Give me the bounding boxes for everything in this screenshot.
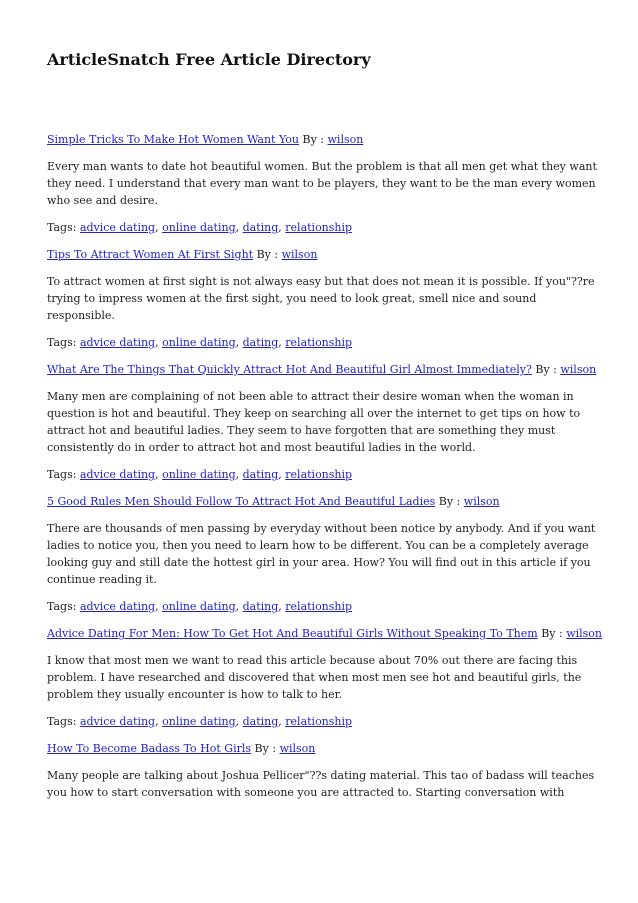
article-entry: [47, 493, 602, 615]
by-label: By :: [302, 133, 325, 146]
tag-link[interactable]: advice dating: [79, 221, 156, 234]
article-summary: Many people are talking about Joshua Pellicer"??s dating material. This tao of badass will teaches you how to start conversation with someone you are attracted to. Starting conversation with: [47, 769, 595, 799]
tags-line: [47, 219, 602, 236]
by-label: By :: [254, 742, 277, 755]
article-summary: To attract women at first sight is not always easy but that does not mean it is possible. If you"??re trying to impress women at the first sight, you need to look great, smell nice and sound responsible.: [47, 275, 595, 322]
tags-line: [47, 713, 602, 730]
tags-label: Tags:: [47, 468, 77, 481]
article-summary: Many men are complaining of not been able to attract their desire woman when the woman in question is hot and beautiful. They keep on searching all over the internet to get tips on how to attract hot and beautiful ladies. They seem to have forgotten that are something they must consistently do in order to attract hot and most beautiful ladies in the world.: [47, 390, 581, 454]
tags-line: [47, 466, 602, 483]
by-label: By :: [535, 363, 557, 376]
author-link[interactable]: wilson: [463, 495, 500, 508]
article-title-link[interactable]: How To Become Badass To Hot Girls: [47, 742, 252, 755]
tag-separator: ,: [235, 600, 240, 613]
tag-link[interactable]: dating: [242, 468, 279, 481]
site-title: ArticleSnatch Free Article Directory: [47, 50, 371, 69]
tag-link[interactable]: online dating: [162, 336, 236, 349]
tag-separator: ,: [235, 221, 240, 234]
tag-link[interactable]: dating: [242, 715, 279, 728]
tag-separator: ,: [235, 468, 240, 481]
article-title-line: [47, 131, 602, 148]
tags-label: Tags:: [47, 715, 77, 728]
article-title-link[interactable]: 5 Good Rules Men Should Follow To Attract Hot And Beautiful Ladies: [47, 495, 436, 508]
tag-separator: ,: [278, 600, 282, 613]
tag-separator: ,: [278, 221, 282, 234]
article-entry: [47, 131, 602, 236]
tag-link[interactable]: advice dating: [79, 715, 156, 728]
article-title-line: [47, 740, 602, 757]
article-title-link[interactable]: Simple Tricks To Make Hot Women Want You: [47, 133, 299, 146]
article-title-line: [47, 493, 602, 510]
tags-label: Tags:: [47, 336, 77, 349]
tag-separator: ,: [155, 336, 159, 349]
article-entry: [47, 246, 602, 351]
tag-link[interactable]: advice dating: [79, 468, 156, 481]
tag-link[interactable]: relationship: [285, 336, 353, 349]
article-list: [47, 131, 602, 811]
article-entry: [47, 625, 602, 730]
tag-link[interactable]: relationship: [285, 600, 353, 613]
tags-label: Tags:: [47, 221, 77, 234]
tag-separator: ,: [278, 336, 282, 349]
tag-separator: ,: [235, 336, 240, 349]
tags-line: [47, 598, 602, 615]
tag-link[interactable]: advice dating: [79, 600, 156, 613]
article-title-link[interactable]: Advice Dating For Men: How To Get Hot And Beautiful Girls Without Speaking To Them: [47, 627, 538, 640]
tag-link[interactable]: online dating: [162, 600, 236, 613]
article-title-link[interactable]: What Are The Things That Quickly Attract Hot And Beautiful Girl Almost Immediately?: [47, 363, 532, 376]
tag-link[interactable]: relationship: [285, 715, 353, 728]
author-link[interactable]: wilson: [281, 248, 318, 261]
article-summary: Every man wants to date hot beautiful women. But the problem is that all men get what they want they need. I understand that every man want to be players, they want to be the man every women who see and desire.: [47, 160, 597, 207]
tags-line: [47, 334, 602, 351]
by-label: By :: [256, 248, 279, 261]
article-summary: There are thousands of men passing by everyday without been notice by anybody. And if you want ladies to notice you, then you need to learn how to be different. You can be a completely average looking guy and still date the hottest girl in your area. How? You will find out in this article if you continue reading it.: [47, 522, 596, 586]
author-link[interactable]: wilson: [566, 627, 603, 640]
tag-separator: ,: [278, 715, 282, 728]
tag-link[interactable]: online dating: [162, 715, 236, 728]
by-label: By :: [541, 627, 563, 640]
tag-separator: ,: [155, 600, 159, 613]
tag-link[interactable]: relationship: [285, 221, 353, 234]
author-link[interactable]: wilson: [560, 363, 597, 376]
author-link[interactable]: wilson: [279, 742, 316, 755]
tag-separator: ,: [278, 468, 282, 481]
tag-link[interactable]: online dating: [162, 221, 236, 234]
tags-label: Tags:: [47, 600, 77, 613]
tag-link[interactable]: dating: [242, 221, 279, 234]
article-entry: [47, 740, 602, 801]
tag-link[interactable]: advice dating: [79, 336, 156, 349]
tag-link[interactable]: dating: [242, 336, 279, 349]
author-link[interactable]: wilson: [327, 133, 364, 146]
tag-link[interactable]: online dating: [162, 468, 236, 481]
tag-link[interactable]: dating: [242, 600, 279, 613]
article-entry: [47, 361, 602, 483]
tag-link[interactable]: relationship: [285, 468, 353, 481]
article-summary: I know that most men we want to read this article because about 70% out there are facing this problem. I have researched and discovered that when most men see hot and beautiful girls, the problem they usually encounter is how to talk to her.: [47, 654, 582, 701]
by-label: By :: [438, 495, 461, 508]
tag-separator: ,: [155, 468, 159, 481]
tag-separator: ,: [235, 715, 240, 728]
tag-separator: ,: [155, 221, 159, 234]
article-title-line: [47, 246, 602, 263]
article-title-line: [47, 361, 602, 378]
article-title-link[interactable]: Tips To Attract Women At First Sight: [47, 248, 254, 261]
article-title-line: [47, 625, 602, 642]
tag-separator: ,: [155, 715, 159, 728]
